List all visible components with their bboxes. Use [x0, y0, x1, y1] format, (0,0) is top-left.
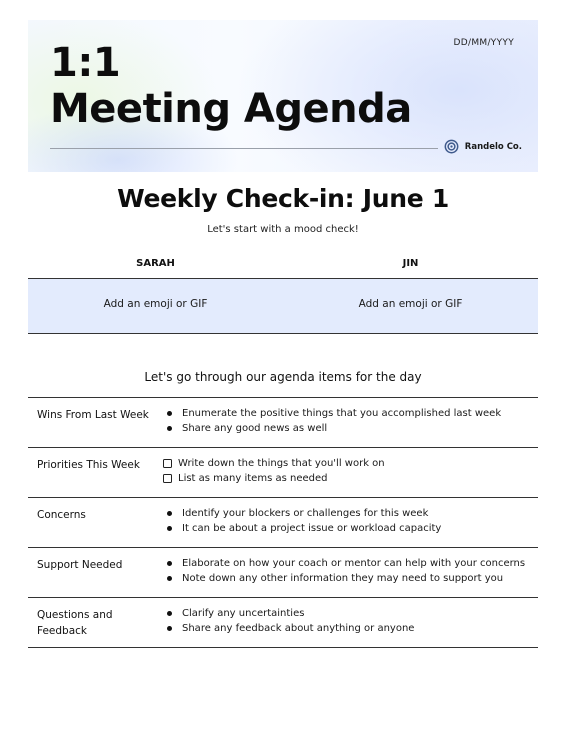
title-line-2: Meeting Agenda	[50, 86, 412, 132]
agenda-row-wins	[28, 398, 538, 448]
agenda-items	[162, 506, 441, 536]
mood-check-intro: Let's start with a mood check!	[207, 224, 359, 235]
agenda-label: Wins From Last Week	[37, 409, 149, 421]
agenda-row-support	[28, 548, 538, 598]
agenda-items	[162, 606, 414, 636]
checkin-title: Weekly Check-in: June 1	[117, 184, 449, 213]
bullet-icon	[167, 611, 172, 616]
list-item-text: Share any good news as well	[182, 423, 328, 434]
brand	[444, 139, 522, 154]
header-banner	[28, 20, 538, 172]
header-divider	[50, 148, 438, 149]
checkbox-icon[interactable]	[163, 474, 172, 483]
mood-table-header	[28, 250, 538, 279]
agenda-label: Concerns	[37, 509, 86, 521]
concentric-circle-logo-icon	[444, 139, 459, 154]
agenda-label: Priorities This Week	[37, 459, 140, 471]
list-item-text: It can be about a project issue or workload capacity	[182, 523, 442, 534]
bullet-icon	[167, 426, 172, 431]
list-item	[162, 421, 501, 436]
person-name-jin: JIN	[402, 258, 419, 269]
title-line-1: 1:1	[50, 40, 121, 86]
bullet-icon	[167, 411, 172, 416]
list-item-text: Share any feedback about anything or anyone	[182, 623, 415, 634]
agenda-label: Support Needed	[37, 559, 123, 571]
list-item	[162, 506, 441, 521]
mood-cell-sarah[interactable]: Add an emoji or GIF	[103, 298, 208, 310]
brand-name: Randelo Co.	[464, 141, 522, 152]
agenda-intro: Let's go through our agenda items for the day	[144, 370, 422, 384]
bullet-icon	[167, 626, 172, 631]
agenda-label: Questions and Feedback	[37, 609, 113, 637]
list-item	[162, 621, 414, 636]
agenda-table	[28, 397, 538, 648]
agenda-row-questions	[28, 598, 538, 648]
list-item-text: Write down the things that you'll work on	[178, 458, 385, 469]
list-item-text: List as many items as needed	[178, 473, 328, 484]
agenda-items	[162, 456, 385, 486]
agenda-items	[162, 556, 525, 586]
list-item	[162, 406, 501, 421]
checklist-item[interactable]	[162, 471, 385, 486]
list-item-text: Enumerate the positive things that you accomplished last week	[182, 408, 502, 419]
mood-table-row	[28, 279, 538, 334]
bullet-icon	[167, 526, 172, 531]
checklist-item[interactable]	[162, 456, 385, 471]
list-item	[162, 571, 525, 586]
date-field[interactable]: DD/MM/YYYY	[453, 38, 514, 48]
list-item-text: Note down any other information they may need to support you	[182, 573, 504, 584]
agenda-row-concerns	[28, 498, 538, 548]
agenda-row-priorities	[28, 448, 538, 498]
list-item-text: Clarify any uncertainties	[182, 608, 305, 619]
list-item	[162, 521, 441, 536]
list-item-text: Elaborate on how your coach or mentor can help with your concerns	[182, 558, 526, 569]
mood-cell-jin[interactable]: Add an emoji or GIF	[358, 298, 463, 310]
person-name-sarah: SARAH	[136, 258, 175, 269]
list-item-text: Identify your blockers or challenges for this week	[182, 508, 429, 519]
bullet-icon	[167, 576, 172, 581]
bullet-icon	[167, 511, 172, 516]
agenda-items	[162, 406, 501, 436]
list-item	[162, 556, 525, 571]
checkbox-icon[interactable]	[163, 459, 172, 468]
bullet-icon	[167, 561, 172, 566]
list-item	[162, 606, 414, 621]
